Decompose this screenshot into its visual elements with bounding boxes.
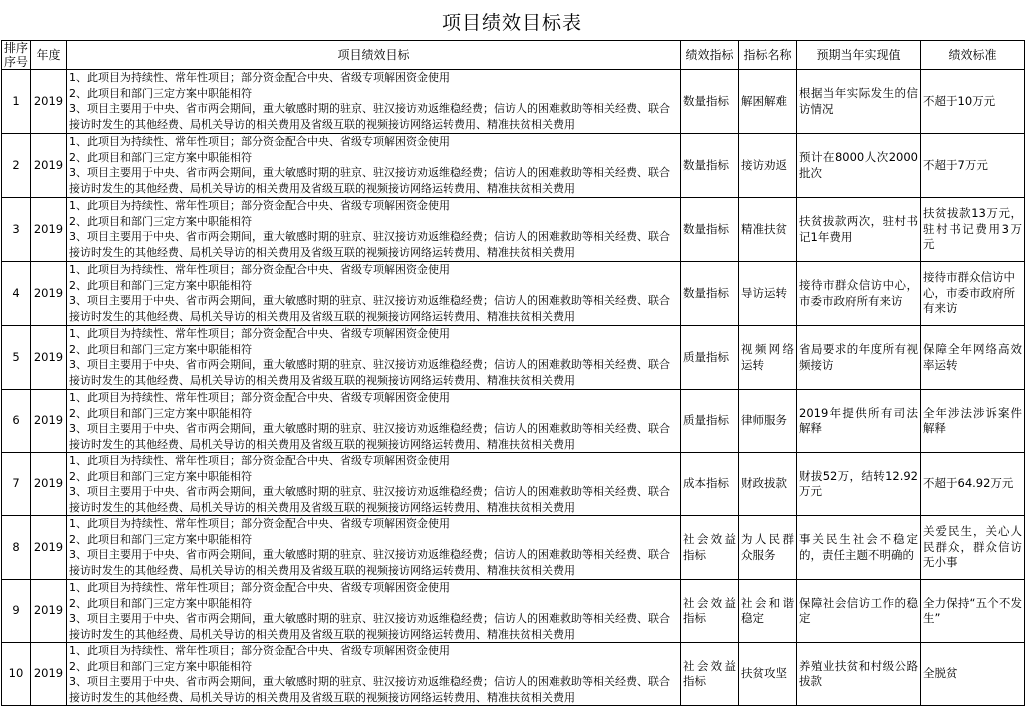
cell-standard: 不超于7万元 xyxy=(921,134,1025,198)
cell-expected: 接待市群众信访中心，市委市政府所有来访 xyxy=(797,262,921,326)
cell-seq: 6 xyxy=(2,390,31,453)
cell-year: 2019 xyxy=(31,390,67,453)
cell-year: 2019 xyxy=(31,134,67,198)
cell-metric-name: 财政拔款 xyxy=(739,453,797,516)
cell-seq: 2 xyxy=(2,134,31,198)
header-expected: 预期当年实现值 xyxy=(797,41,921,70)
cell-goal: 1、此项目为持续性、常年性项目；部分资金配合中央、省级专项解困资金使用 2、此项目和部门三定方案中职能相符 3、项目主要用于中央、省市两会期间，重大敏感时期的驻京、驻汉接访劝返维稳经费；信访人的困难救助等相关经费、联合接访时发生的其他经费、局机关导访的相关费用及省级互联的视频接访网络运转费用、精准扶贫相关费用 xyxy=(67,580,681,643)
table-row xyxy=(2,70,1025,134)
table-row xyxy=(2,134,1025,198)
cell-metric-name: 社会和谐稳定 xyxy=(739,580,797,643)
cell-goal: 1、此项目为持续性、常年性项目；部分资金配合中央、省级专项解困资金使用 2、此项目和部门三定方案中职能相符 3、项目主要用于中央、省市两会期间，重大敏感时期的驻京、驻汉接访劝返维稳经费；信访人的困难救助等相关经费、联合接访时发生的其他经费、局机关导访的相关费用及省级互联的视频接访网络运转费用、精准扶贫相关费用 xyxy=(67,134,681,198)
page-title: 项目绩效目标表 xyxy=(441,12,582,34)
table-row xyxy=(2,516,1025,580)
cell-indicator: 质量指标 xyxy=(681,326,739,390)
cell-standard: 接待市群众信访中心，市委市政府所有来访 xyxy=(921,262,1025,326)
cell-metric-name: 为人民群众服务 xyxy=(739,516,797,580)
cell-expected: 省局要求的年度所有视频接访 xyxy=(797,326,921,390)
cell-expected: 预计在8000人次2000批次 xyxy=(797,134,921,198)
cell-expected: 财拔52万，结转12.92万元 xyxy=(797,453,921,516)
cell-year: 2019 xyxy=(31,262,67,326)
cell-goal: 1、此项目为持续性、常年性项目；部分资金配合中央、省级专项解困资金使用 2、此项目和部门三定方案中职能相符 3、项目主要用于中央、省市两会期间，重大敏感时期的驻京、驻汉接访劝返维稳经费；信访人的困难救助等相关经费、联合接访时发生的其他经费、局机关导访的相关费用及省级互联的视频接访网络运转费用、精准扶贫相关费用 xyxy=(67,326,681,390)
cell-indicator: 社会效益指标 xyxy=(681,516,739,580)
cell-expected: 保障社会信访工作的稳定 xyxy=(797,580,921,643)
cell-year: 2019 xyxy=(31,516,67,580)
cell-goal: 1、此项目为持续性、常年性项目；部分资金配合中央、省级专项解困资金使用 2、此项目和部门三定方案中职能相符 3、项目主要用于中央、省市两会期间，重大敏感时期的驻京、驻汉接访劝返维稳经费；信访人的困难救助等相关经费、联合接访时发生的其他经费、局机关导访的相关费用及省级互联的视频接访网络运转费用、精准扶贫相关费用 xyxy=(67,70,681,134)
cell-year: 2019 xyxy=(31,326,67,390)
header-seq: 排序 序号 xyxy=(2,41,31,70)
cell-standard: 扶贫拔款13万元，驻村书记费用3万元 xyxy=(921,198,1025,262)
table-row xyxy=(2,580,1025,643)
cell-expected: 2019年提供所有司法解释 xyxy=(797,390,921,453)
cell-year: 2019 xyxy=(31,453,67,516)
header-standard: 绩效标准 xyxy=(921,41,1025,70)
cell-goal: 1、此项目为持续性、常年性项目；部分资金配合中央、省级专项解困资金使用 2、此项目和部门三定方案中职能相符 3、项目主要用于中央、省市两会期间，重大敏感时期的驻京、驻汉接访劝返维稳经费；信访人的困难救助等相关经费、联合接访时发生的其他经费、局机关导访的相关费用及省级互联的视频接访网络运转费用、精准扶贫相关费用 xyxy=(67,516,681,580)
cell-seq: 3 xyxy=(2,198,31,262)
cell-seq: 7 xyxy=(2,453,31,516)
cell-seq: 8 xyxy=(2,516,31,580)
cell-goal: 1、此项目为持续性、常年性项目；部分资金配合中央、省级专项解困资金使用 2、此项目和部门三定方案中职能相符 3、项目主要用于中央、省市两会期间，重大敏感时期的驻京、驻汉接访劝返维稳经费；信访人的困难救助等相关经费、联合接访时发生的其他经费、局机关导访的相关费用及省级互联的视频接访网络运转费用、精准扶贫相关费用 xyxy=(67,643,681,706)
cell-goal: 1、此项目为持续性、常年性项目；部分资金配合中央、省级专项解困资金使用 2、此项目和部门三定方案中职能相符 3、项目主要用于中央、省市两会期间，重大敏感时期的驻京、驻汉接访劝返维稳经费；信访人的困难救助等相关经费、联合接访时发生的其他经费、局机关导访的相关费用及省级互联的视频接访网络运转费用、精准扶贫相关费用 xyxy=(67,262,681,326)
cell-metric-name: 接访劝返 xyxy=(739,134,797,198)
cell-standard: 全脱贫 xyxy=(921,643,1025,706)
cell-seq: 9 xyxy=(2,580,31,643)
cell-metric-name: 导访运转 xyxy=(739,262,797,326)
cell-indicator: 质量指标 xyxy=(681,390,739,453)
table-header-row xyxy=(2,41,1025,70)
table-row xyxy=(2,643,1025,706)
table-row xyxy=(2,198,1025,262)
cell-metric-name: 扶贫攻坚 xyxy=(739,643,797,706)
cell-expected: 根据当年实际发生的信访情况 xyxy=(797,70,921,134)
cell-metric-name: 解困解难 xyxy=(739,70,797,134)
cell-expected: 事关民生社会不稳定的，责任主题不明确的 xyxy=(797,516,921,580)
cell-goal: 1、此项目为持续性、常年性项目；部分资金配合中央、省级专项解困资金使用 2、此项目和部门三定方案中职能相符 3、项目主要用于中央、省市两会期间，重大敏感时期的驻京、驻汉接访劝返维稳经费；信访人的困难救助等相关经费、联合接访时发生的其他经费、局机关导访的相关费用及省级互联的视频接访网络运转费用、精准扶贫相关费用 xyxy=(67,198,681,262)
header-metric-name: 指标名称 xyxy=(739,41,797,70)
cell-goal: 1、此项目为持续性、常年性项目；部分资金配合中央、省级专项解困资金使用 2、此项目和部门三定方案中职能相符 3、项目主要用于中央、省市两会期间，重大敏感时期的驻京、驻汉接访劝返维稳经费；信访人的困难救助等相关经费、联合接访时发生的其他经费、局机关导访的相关费用及省级互联的视频接访网络运转费用、精准扶贫相关费用 xyxy=(67,390,681,453)
cell-standard: 全力保持“五个不发生” xyxy=(921,580,1025,643)
cell-indicator: 数量指标 xyxy=(681,262,739,326)
header-year: 年度 xyxy=(31,41,67,70)
cell-year: 2019 xyxy=(31,643,67,706)
cell-seq: 5 xyxy=(2,326,31,390)
cell-indicator: 数量指标 xyxy=(681,198,739,262)
cell-expected: 养殖业扶贫和村级公路拔款 xyxy=(797,643,921,706)
cell-seq: 4 xyxy=(2,262,31,326)
cell-metric-name: 精准扶贫 xyxy=(739,198,797,262)
cell-standard: 全年涉法涉诉案件解释 xyxy=(921,390,1025,453)
cell-year: 2019 xyxy=(31,198,67,262)
cell-indicator: 数量指标 xyxy=(681,134,739,198)
cell-expected: 扶贫拔款两次，驻村书记1年费用 xyxy=(797,198,921,262)
cell-indicator: 社会效益指标 xyxy=(681,580,739,643)
performance-goal-table xyxy=(1,40,1025,706)
cell-seq: 1 xyxy=(2,70,31,134)
cell-standard: 不超于10万元 xyxy=(921,70,1025,134)
cell-year: 2019 xyxy=(31,70,67,134)
cell-goal: 1、此项目为持续性、常年性项目；部分资金配合中央、省级专项解困资金使用 2、此项目和部门三定方案中职能相符 3、项目主要用于中央、省市两会期间，重大敏感时期的驻京、驻汉接访劝返维稳经费；信访人的困难救助等相关经费、联合接访时发生的其他经费、局机关导访的相关费用及省级互联的视频接访网络运转费用、精准扶贫相关费用 xyxy=(67,453,681,516)
header-indicator: 绩效指标 xyxy=(681,41,739,70)
cell-indicator: 社会效益指标 xyxy=(681,643,739,706)
table-row xyxy=(2,326,1025,390)
cell-seq: 10 xyxy=(2,643,31,706)
cell-standard: 不超于64.92万元 xyxy=(921,453,1025,516)
cell-standard: 关爱民生，关心人民群众，群众信访无小事 xyxy=(921,516,1025,580)
cell-metric-name: 视频网络运转 xyxy=(739,326,797,390)
table-row xyxy=(2,262,1025,326)
cell-indicator: 数量指标 xyxy=(681,70,739,134)
cell-year: 2019 xyxy=(31,580,67,643)
cell-indicator: 成本指标 xyxy=(681,453,739,516)
table-row xyxy=(2,390,1025,453)
table-row xyxy=(2,453,1025,516)
cell-standard: 保障全年网络高效率运转 xyxy=(921,326,1025,390)
cell-metric-name: 律师服务 xyxy=(739,390,797,453)
header-goal: 项目绩效目标 xyxy=(67,41,681,70)
